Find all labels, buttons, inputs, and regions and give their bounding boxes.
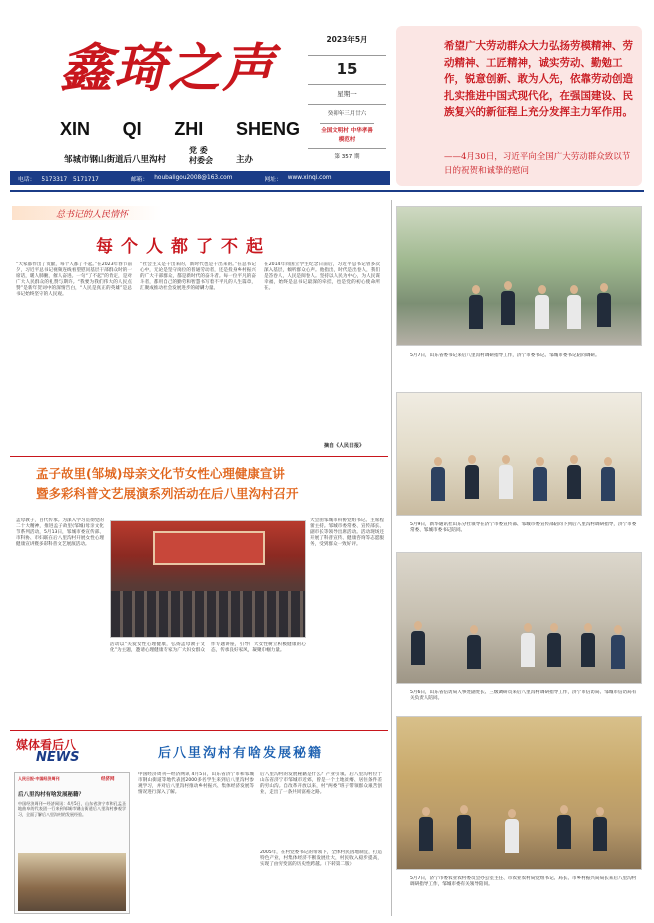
article-media xyxy=(10,732,388,918)
article-col-2: “社会主义是干出来的，新时代也是干出来的。”在总书记心中，无论是坚守岗位的普通劳动者，还是投身乡村振兴的广大干部群众，都是新时代的奋斗者。每一位平凡的奋斗者，都用自己的勤劳和智慧书写着不平凡的人生篇章，汇聚成推动社会发展进步的磅礴力量。 xyxy=(140,262,256,292)
masthead-divider xyxy=(10,190,644,192)
phone-label: 电话： xyxy=(18,176,36,183)
pinyin-zhi: ZHI xyxy=(174,119,204,139)
date-day: 15 xyxy=(308,55,386,78)
forum-title-1: 孟子故里(邹城)母亲文化节女性心理健康宣讲 xyxy=(36,466,285,481)
issue-number: 第 357 期 xyxy=(308,148,386,160)
audience xyxy=(111,591,306,638)
news-section-label: 媒体看后八 xyxy=(16,738,77,752)
article-source: 摘自《人民日报》 xyxy=(324,443,365,449)
masthead xyxy=(0,0,654,190)
sponsor-role-committee: 村委会 xyxy=(189,156,213,165)
web-label: 网址： xyxy=(264,176,282,183)
visit-photo-2 xyxy=(396,392,642,516)
quote-box xyxy=(396,26,642,186)
section-divider-2 xyxy=(10,730,388,731)
phone-value: 5173317 5171717 xyxy=(41,176,99,183)
date-weekday: 星期一 xyxy=(308,84,386,98)
inset-paper: 人民日报·中国经济周刊 xyxy=(18,776,60,781)
stage-screen xyxy=(153,531,265,565)
photo-caption-1: 5月7日，山东省委书记来后八里沟村调研指导工作，济宁市委书记、邹城市委书记陪同调研。 xyxy=(410,353,600,358)
pinyin-xin: XIN xyxy=(60,119,91,139)
web-value: www.xinqi.com xyxy=(287,175,332,181)
inset-channel: 经济网 xyxy=(101,777,115,782)
section-divider-1 xyxy=(10,456,388,457)
sponsor-role-host: 主办 xyxy=(236,155,254,165)
article-forum xyxy=(10,458,388,728)
sponsor-roles xyxy=(189,146,235,166)
quote-text: 希望广大劳动群众大力弘扬劳模精神、劳动精神、工匠精神，诚实劳动、勤勉工作，锐意创新、敢为人先，依靠劳动创造扎实推进中国式现代化，在强国建设、民族复兴的新征程上充分发挥主力军作用。 xyxy=(444,40,633,118)
forum-col-2: 活动以“关爱女性心理健康，弘扬孟母教子文化”为主题，邀请心理健康专家为广大妇女群众作专题讲座，引导广大女性树立积极健康的心态，传承良好家风，凝聚巾帼力量。 xyxy=(110,642,306,654)
forum-title-2: 暨多彩科普文艺展演系列活动在后八里沟村召开 xyxy=(36,486,299,501)
photo-caption-3: 5月6日，山东省信访局人事处副处长、三级调研员来后八里沟村调研指导工作，济宁市信访局、邹城市信访局有关负责人陪同。 xyxy=(410,690,637,701)
photo-column xyxy=(396,206,646,918)
forum-event-photo xyxy=(110,520,306,638)
email-value: houbaligou2008@163.com xyxy=(154,175,233,181)
contact-bar xyxy=(10,171,390,185)
date-block xyxy=(308,34,386,158)
media-inset xyxy=(14,772,130,914)
news-section-label-en: NEWS xyxy=(36,750,80,765)
media-title: 后八里沟村有啥发展秘籍 xyxy=(158,746,324,761)
sponsor-name: 邹城市钢山街道后八里沟村 xyxy=(64,155,167,165)
pinyin-sheng: SHENG xyxy=(235,119,300,139)
left-right-divider xyxy=(391,200,392,916)
date-lunar: 癸卯年三月廿六 xyxy=(308,104,386,117)
visit-photo-3 xyxy=(396,552,642,684)
pinyin-qi: QI xyxy=(122,119,142,139)
visit-photo-1 xyxy=(396,206,642,346)
visit-photo-4 xyxy=(396,716,642,870)
article-col-1: “大家都作出了贡献，每个人都了不起。”在2023年春节前夕，习近平总书记视频连线看望慰问基层干部群众时的一席话，暖人肺腑，催人奋进。一句“了不起”的肯定，是对广大人民群众的礼赞与期许。“我要为我们伟大的人民点赞”是新年贺词中的深情告白，“人民是真正的英雄”是总书记始终坚守的人民观。 xyxy=(16,262,132,298)
date-month: 2023年5月 xyxy=(326,35,368,44)
sponsor-role-party: 党 委 xyxy=(189,146,208,155)
photo-caption-4: 5月7日，济宁市委农业农村委员会办公室主任、市农业农村局党组书记、局长、市乡村振兴局局长来后八里沟村调研指导工作，邹城市委有关领导陪同。 xyxy=(410,876,637,887)
inset-text: 中国经济周刊—经济网讯：4月5日，山东省济宁市和孔孟圣地曲阜的代表团一行来到邹城市钢山街道后八里沟村参观学习，全面了解后八里沟村的发展经验。 xyxy=(18,801,126,817)
inset-headline: 后八里沟村有啥发展秘籍？ xyxy=(18,792,85,798)
column-label: 总书记的人民情怀 xyxy=(56,210,129,220)
forum-col-3: 大会由邹城市科协党组书记、主席程蕾主持。邹城市委常委、宣传部长、副市长等领导出席活动。活动现场还开展了科普宣传、健康咨询等志愿服务，受到群众一致好评。 xyxy=(310,518,384,548)
article-people xyxy=(10,196,388,454)
media-col-1: 中国经济周刊—经济网讯 4月5日，山东省济宁市和邹城市钢山街道等地代表团2000多名学生来到后八里沟村参观学习，并对后八里沟村推动乡村振兴、集体经济发展等情况进行深入了解。 xyxy=(138,772,254,796)
media-col-3: 2005年，在村党委书记的带领下，全体村民因地制宜，打造特色产业，村集体经济不断发展壮大，村民收入稳步提高，实现了由穷变富的历史性跨越。（下转第二版） xyxy=(260,850,382,868)
masthead-title: 鑫琦之声 xyxy=(60,38,277,99)
media-col-2: 后八里沟村的发展秘籍是什么？产业引领。后八里沟村位于山东省济宁市邹城市近郊，曾是一个土地贫瘠、居住条件差的穷山沟。自改革开放以来，村“两委”班子带领群众艰苦创业，走出了一条共同富裕之路。 xyxy=(260,772,382,796)
article-title: 每个人都了不起 xyxy=(96,237,271,257)
photo-caption-2: 5月9日，新华通讯社山东分社领导在济宁市委宣传部、邹城市委宣传部陪同下到后八里沟村调研指导，济宁市委常委、邹城市委书记陪同。 xyxy=(410,522,637,533)
email-label: 邮箱： xyxy=(130,176,149,183)
date-honor: 全国文明村 中华孝善模范村 xyxy=(320,123,374,145)
article-col-3: 在2014年同国立学生纪念日前后，习近平总书记曾多次深入基层，倾听群众心声。他指出，时代是出卷人，我们是答卷人，人民是阅卷人。坚持以人民为中心，为人民谋幸福，始终是总书记最深的牵挂，也是党的初心使命所在。 xyxy=(264,262,380,292)
forum-col-1: 孟母教子，百代传承。为深入学习贯彻党的二十大精神，推进孟子故里(邹城)母亲文化节系列活动，5月13日，邹城市委宣传部、市科协、市妇联在后八里沟村开展女性心理健康宣讲暨多彩科普文艺展演活动。 xyxy=(16,518,104,548)
quote-source: ——4月30日，习近平向全国广大劳动群众致以节日的祝贺和诚挚的慰问 xyxy=(444,152,631,176)
inset-photo xyxy=(18,853,126,911)
masthead-pinyin xyxy=(60,119,300,141)
